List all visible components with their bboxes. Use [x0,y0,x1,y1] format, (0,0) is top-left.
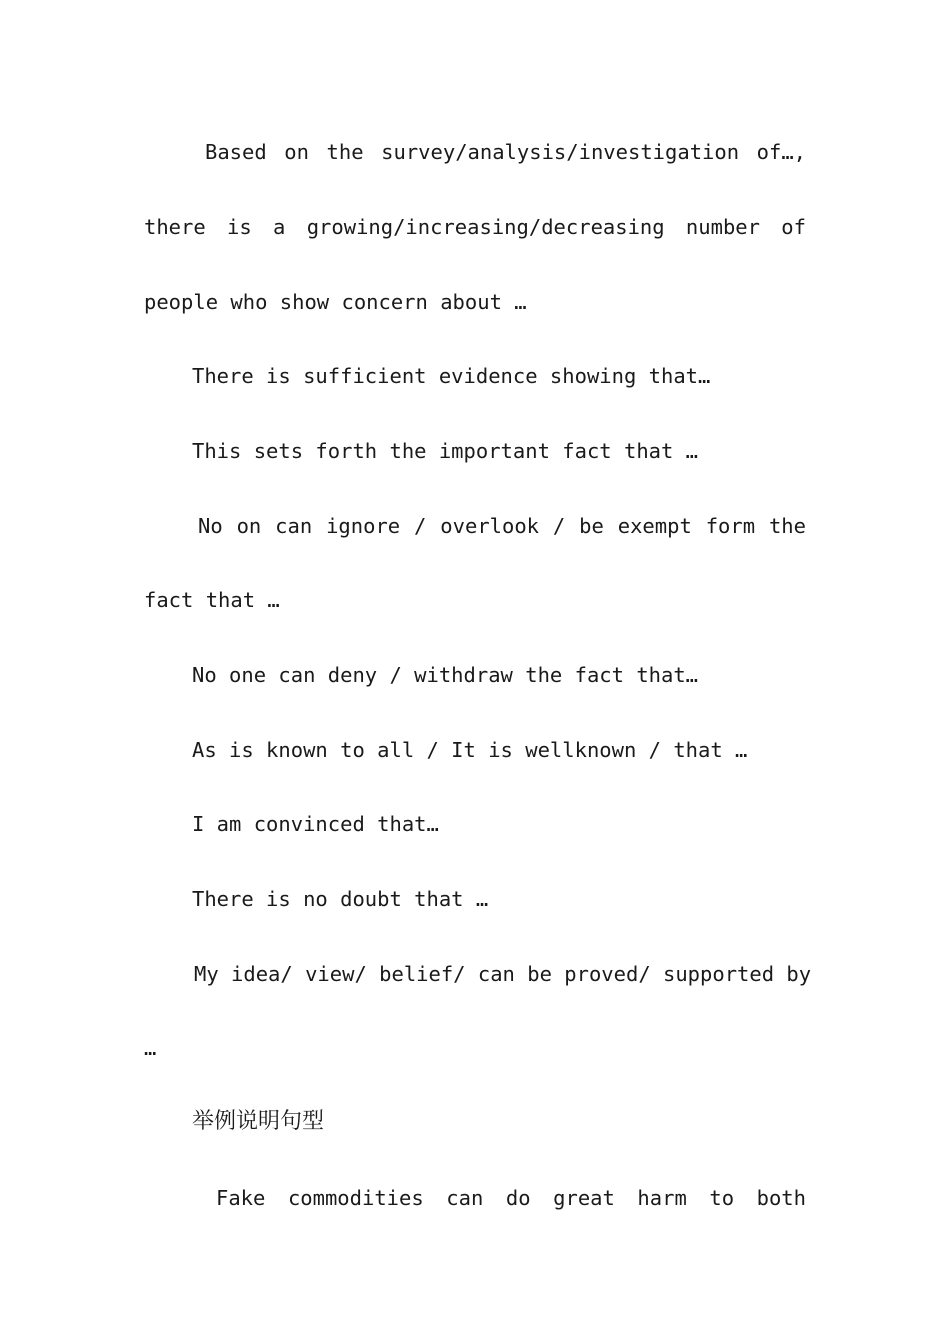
text-line: No on can ignore / overlook / be exempt form the [198,514,806,538]
section-heading: 举例说明句型 [192,1109,325,1134]
text-line: No one can deny / withdraw the fact that… [192,663,699,687]
text-line: Fake commodities can do great harm to both [216,1186,806,1210]
text-line: I am convinced that… [192,812,439,836]
text-line: There is no doubt that … [192,887,489,911]
text-line: Based on the survey/analysis/investigation of…, [205,140,806,164]
text-line: There is sufficient evidence showing that… [192,364,711,388]
text-line: there is a growing/increasing/decreasing number of [144,215,806,239]
text-line: fact that … [144,588,280,612]
text-line: … [144,1036,157,1060]
text-line: My idea/ view/ belief/ can be proved/ supported by [194,962,812,986]
text-line: people who show concern about … [144,290,527,314]
text-line: As is known to all / It is wellknown / that … [192,738,748,762]
text-line: This sets forth the important fact that … [192,439,699,463]
